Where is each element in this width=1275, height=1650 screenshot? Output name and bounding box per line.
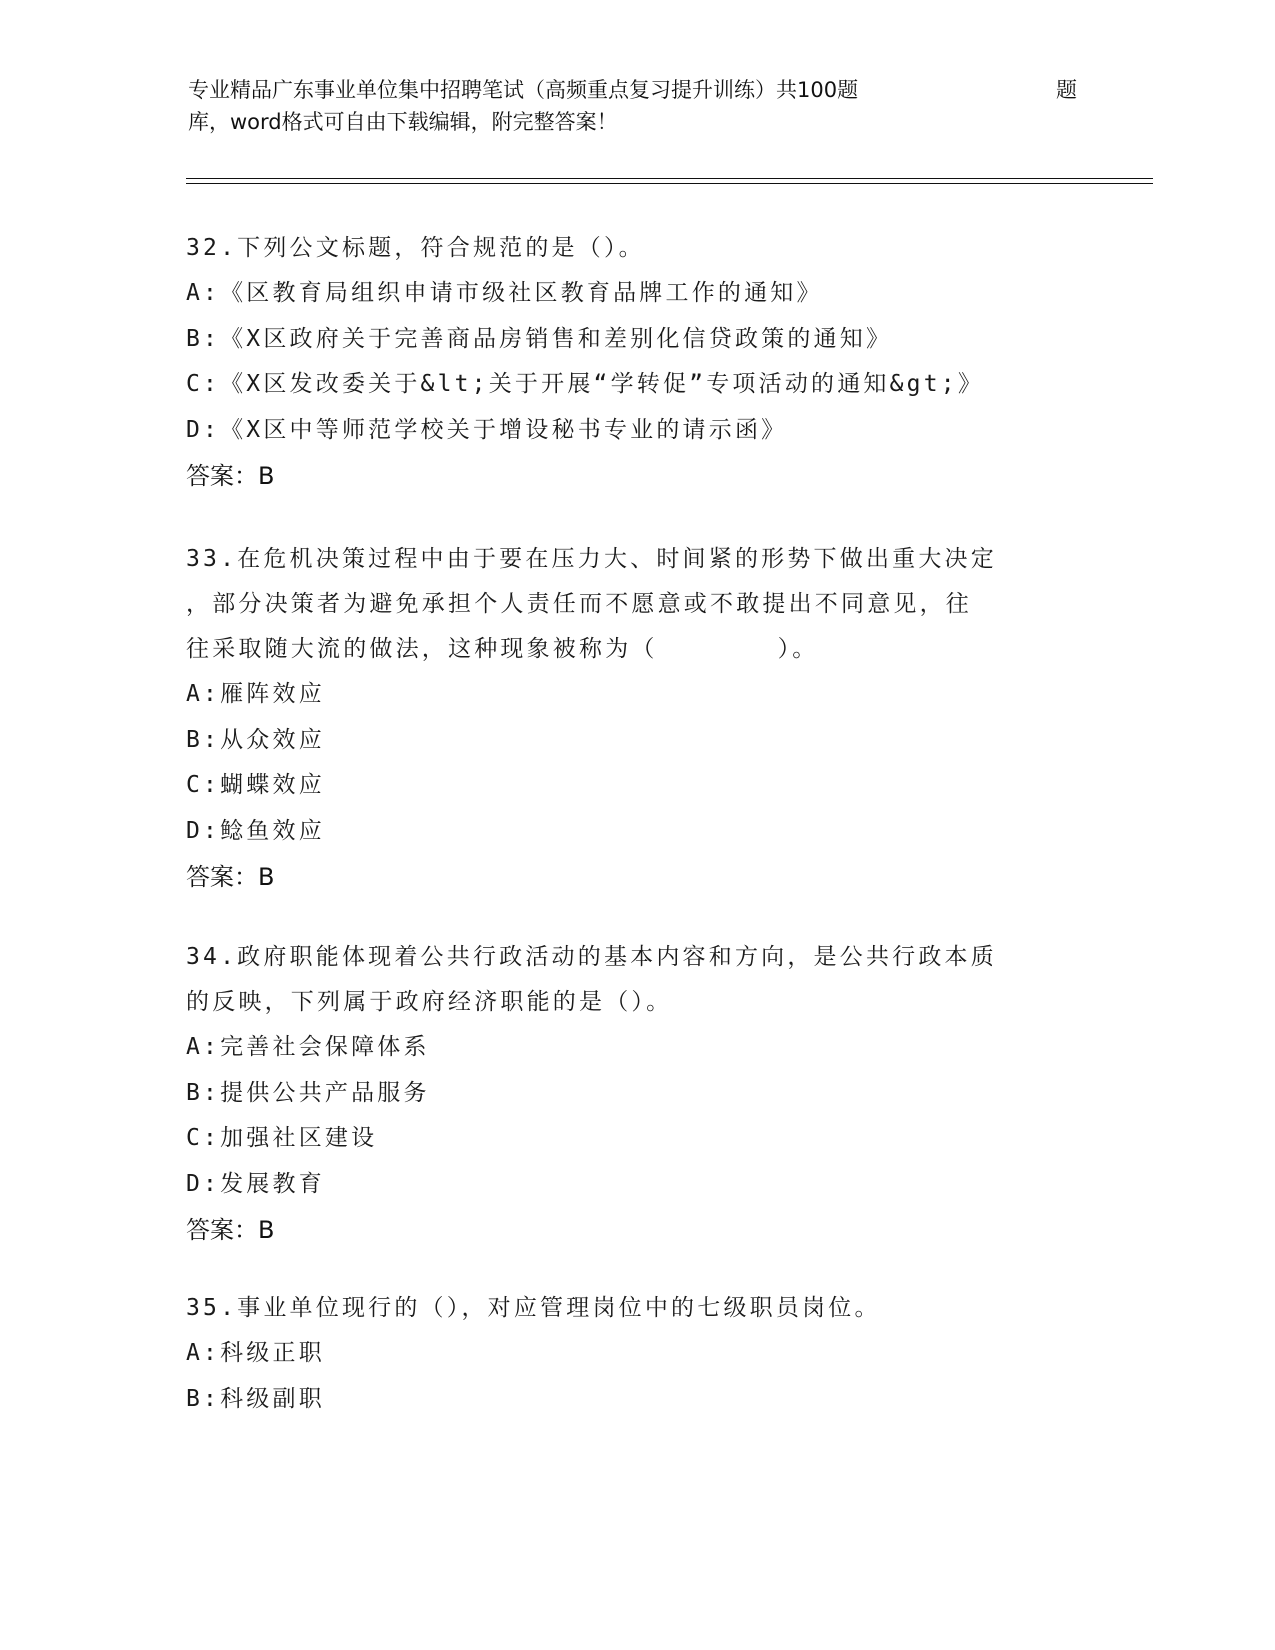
- option-c: C:蝴蝶效应: [186, 772, 325, 798]
- header-line-1: [188, 74, 1088, 106]
- question-34: [186, 935, 1096, 1253]
- header-title-tail: 题: [1056, 78, 1077, 102]
- option-a: A:完善社会保障体系: [186, 1034, 430, 1060]
- document-header: [188, 74, 1088, 138]
- question-stem-line-1: 33.在危机决策过程中由于要在压力大、时间紧的形势下做出重大决定: [186, 546, 997, 572]
- option-b: B:提供公共产品服务: [186, 1079, 430, 1106]
- option-a: A:雁阵效应: [186, 681, 325, 707]
- answer: 答案：B: [186, 1216, 275, 1244]
- answer: 答案：B: [186, 863, 275, 891]
- header-divider-top: [186, 178, 1153, 179]
- option-b: B:科级副职: [186, 1385, 325, 1412]
- question-stem-line-2: 的反映，下列属于政府经济职能的是（）。: [186, 989, 673, 1015]
- header-divider-bottom: [186, 183, 1153, 184]
- option-d: D:《X区中等师范学校关于增设秘书专业的请示函》: [186, 416, 788, 443]
- header-line-2: 库，word格式可自由下载编辑，附完整答案！: [188, 110, 618, 134]
- option-d: D:发展教育: [186, 1170, 325, 1197]
- header-title: 专业精品广东事业单位集中招聘笔试（高频重点复习提升训练）共100题: [188, 78, 859, 102]
- question-stem: 32.下列公文标题，符合规范的是（）。: [186, 235, 645, 261]
- question-stem-line-2: ，部分决策者为避免承担个人责任而不愿意或不敢提出不同意见，往: [186, 591, 972, 617]
- question-stem: 35.事业单位现行的（），对应管理岗位中的七级职员岗位。: [186, 1295, 881, 1321]
- option-a: A:科级正职: [186, 1340, 325, 1366]
- question-stem-line-1: 34.政府职能体现着公共行政活动的基本内容和方向，是公共行政本质: [186, 944, 997, 970]
- question-32: [186, 226, 1096, 499]
- option-b: B:从众效应: [186, 726, 325, 753]
- option-b: B:《X区政府关于完善商品房销售和差别化信贷政策的通知》: [186, 325, 893, 352]
- question-stem-text: 往采取随大流的做法，这种现象被称为（: [186, 636, 658, 662]
- answer: 答案：B: [186, 462, 275, 490]
- option-d: D:鲶鱼效应: [186, 817, 325, 844]
- option-c: C:《X区发改委关于&lt;关于开展“学转促”专项活动的通知&gt;》: [186, 371, 985, 397]
- question-35: [186, 1286, 1096, 1422]
- question-33: [186, 537, 1096, 900]
- option-c: C:加强社区建设: [186, 1125, 378, 1151]
- option-a: A:《区教育局组织申请市级社区教育品牌工作的通知》: [186, 280, 823, 306]
- question-stem-end: ）。: [777, 636, 819, 662]
- question-stem-line-3: [186, 627, 1096, 672]
